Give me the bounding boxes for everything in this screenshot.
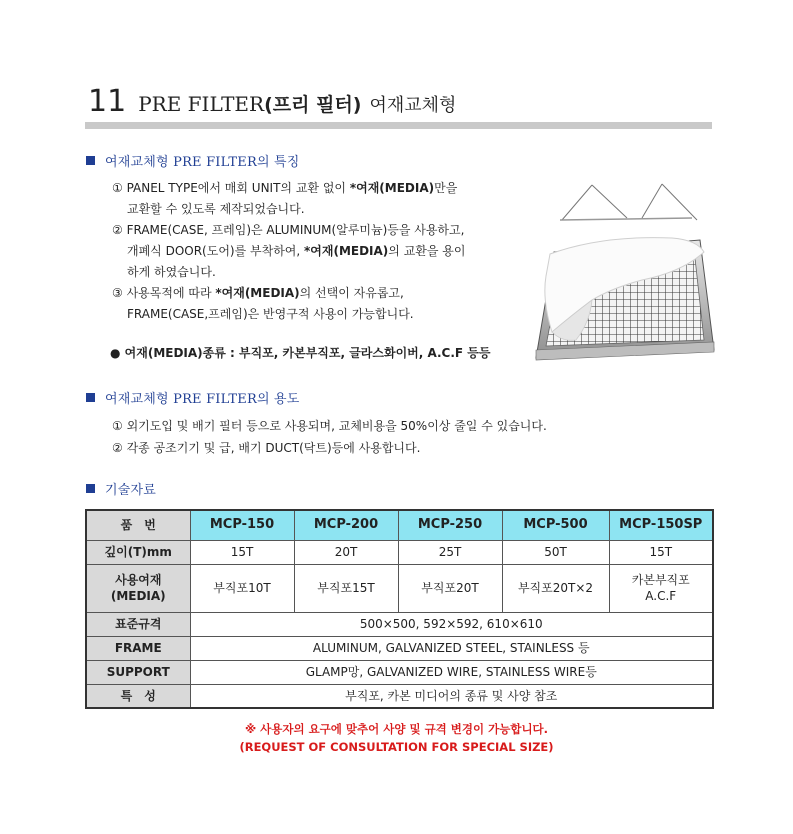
model-cell: MCP-200 (294, 510, 398, 540)
header-cell: 표준규격 (86, 612, 190, 636)
feature-line-3: ② FRAME(CASE, 프레임)은 ALUMINUM(알루미늄)등을 사용하고, (112, 223, 465, 237)
square-bullet-icon (86, 393, 95, 402)
table-cell: GLAMP망, GALVANIZED WIRE, STAINLESS WIRE등 (190, 660, 713, 684)
note-english: (REQUEST OF CONSULTATION FOR SPECIAL SIZE) (239, 740, 554, 754)
header-cell: SUPPORT (86, 660, 190, 684)
use-line-1: ① 외기도입 및 배기 필터 등으로 사용되며, 교체비용을 50%이상 줄일 수 있습니다. (112, 419, 547, 433)
table-row (86, 564, 713, 612)
model-cell: MCP-150SP (609, 510, 713, 540)
model-cell: MCP-500 (502, 510, 609, 540)
note-korean: ※ 사용자의 요구에 맞추어 사양 및 규격 변경이 가능합니다. (244, 722, 549, 736)
table-cell: 25T (398, 540, 502, 564)
model-cell: MCP-150 (190, 510, 294, 540)
table-cell: 15T (190, 540, 294, 564)
media-types: ● 여재(MEDIA)종류 : 부직포, 카본부직포, 글라스화이버, A.C.F 등등 (110, 346, 491, 360)
table-cell: 15T (609, 540, 713, 564)
table-cell: 부직포20T (398, 564, 502, 612)
model-cell: MCP-250 (398, 510, 502, 540)
table-cell: 부직포20T×2 (502, 564, 609, 612)
header-cell: FRAME (86, 636, 190, 660)
table-row (86, 684, 713, 708)
feature-line-7: FRAME(CASE,프레임)은 반영구적 사용이 가능합니다. (127, 307, 414, 321)
section-heading-features: 여재교체형 PRE FILTER의 특징 (86, 150, 300, 170)
feature-line-4: 개폐식 DOOR(도어)를 부착하여, *여재(MEDIA)의 교환을 용이 (127, 244, 466, 258)
table-cell: 부직포10T (190, 564, 294, 612)
table-cell: 부직포15T (294, 564, 398, 612)
section-heading-uses: 여재교체형 PRE FILTER의 용도 (86, 387, 300, 407)
table-cell: 500×500, 592×592, 610×610 (190, 612, 713, 636)
header-cell: 깊이(T)mm (86, 540, 190, 564)
header-cell: 사용여재 (MEDIA) (86, 564, 190, 612)
table-cell: 카본부직포 A.C.F (609, 564, 713, 612)
page-title (88, 84, 456, 118)
table-row (86, 540, 713, 564)
header-cell: 품 번 (86, 510, 190, 540)
title-korean-bold: (프리 필터) (264, 94, 362, 116)
section-number: 11 (88, 84, 127, 119)
feature-line-5: 하게 하였습니다. (127, 265, 216, 279)
square-bullet-icon (86, 156, 95, 165)
feature-line-1: ① PANEL TYPE에서 매회 UNIT의 교환 없이 *여재(MEDIA)만을 (112, 181, 458, 195)
table-cell: 20T (294, 540, 398, 564)
filter-product-image (532, 180, 717, 365)
table-cell: ALUMINUM, GALVANIZED STEEL, STAINLESS 등 (190, 636, 713, 660)
table-row (86, 510, 713, 540)
title-divider (85, 122, 712, 129)
feature-line-2: 교환할 수 있도록 제작되었습니다. (127, 202, 305, 216)
table-cell: 50T (502, 540, 609, 564)
spec-table (85, 509, 714, 709)
title-english: PRE FILTER (138, 92, 265, 116)
header-cell: 특 성 (86, 684, 190, 708)
table-cell: 부직포, 카본 미디어의 종류 및 사양 참조 (190, 684, 713, 708)
table-row (86, 636, 713, 660)
square-bullet-icon (86, 484, 95, 493)
title-korean: 여재교체형 (369, 95, 457, 116)
feature-line-6: ③ 사용목적에 따라 *여재(MEDIA)의 선택이 자유롭고, (112, 286, 404, 300)
section-heading-tech-data: 기술자료 (86, 478, 156, 498)
use-line-2: ② 각종 공조기기 및 급, 배기 DUCT(닥트)등에 사용합니다. (112, 441, 421, 455)
table-row (86, 660, 713, 684)
table-row (86, 612, 713, 636)
